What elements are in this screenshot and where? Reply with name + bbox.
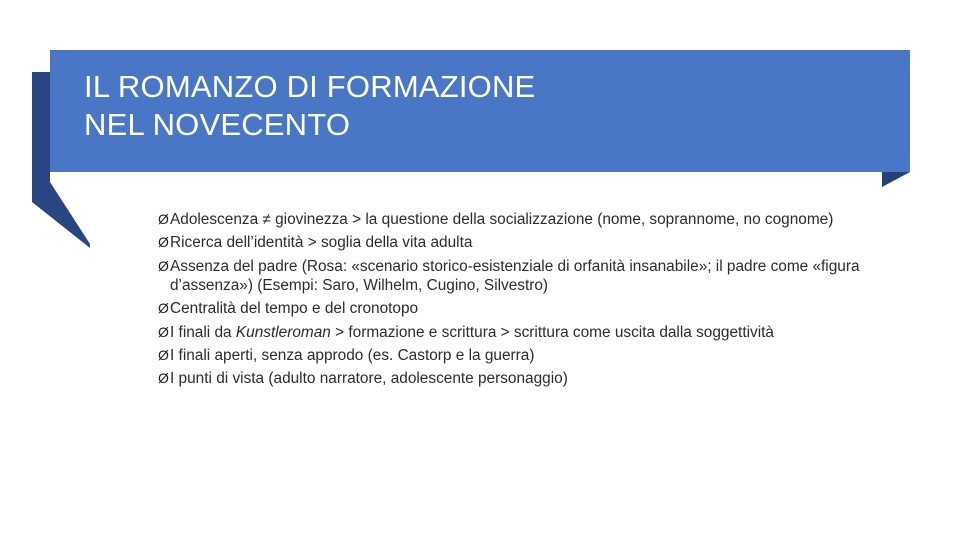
bullet-text-part: I finali da <box>170 323 236 341</box>
bullet-text <box>170 234 472 251</box>
bullet-text <box>170 347 534 364</box>
arrow-bullet-icon: Ø <box>158 300 169 317</box>
bullet-list <box>158 210 878 393</box>
bullet-text <box>170 300 418 317</box>
ribbon-fold-right <box>882 172 910 188</box>
bullet-item <box>158 323 878 342</box>
bullet-item <box>158 210 878 229</box>
bullet-text <box>170 370 568 387</box>
arrow-bullet-icon: Ø <box>158 323 169 340</box>
bullet-text-part: Assenza del padre (Rosa: «scenario storico-esistenziale di orfanità insanabile»; il padre come «figura d’assenza») (Esempi: Saro, Wilhelm, Cugino, Silvestro) <box>170 257 860 294</box>
bullet-item <box>158 257 878 295</box>
bullet-item <box>158 299 878 318</box>
title-line-1: IL ROMANZO DI FORMAZIONE <box>84 69 536 104</box>
bullet-item <box>158 369 878 388</box>
title-line-2: NEL NOVECENTO <box>84 107 351 142</box>
bullet-item <box>158 233 878 252</box>
arrow-bullet-icon: Ø <box>158 370 169 387</box>
bullet-text-part: I punti di vista (adulto narratore, adolescente personaggio) <box>170 370 568 388</box>
arrow-bullet-icon: Ø <box>158 211 169 227</box>
bullet-text-part: Adolescenza ≠ giovinezza > la questione della socializzazione (nome, soprannome, no cognome) <box>170 211 834 228</box>
bullet-item <box>158 346 878 365</box>
bullet-text-part: Centralità del tempo e del cronotopo <box>170 300 419 318</box>
arrow-bullet-icon: Ø <box>158 257 169 274</box>
bullet-text-part: Ricerca dell’identità > soglia della vita adulta <box>170 234 473 252</box>
bullet-text-part: > formazione e scrittura > scrittura come uscita dalla soggettività <box>330 323 774 341</box>
bullet-text <box>170 258 860 294</box>
bullet-text <box>170 324 774 341</box>
bullet-text-italic: Kunstleroman <box>235 323 331 341</box>
bullet-text <box>170 211 833 228</box>
arrow-bullet-icon: Ø <box>158 234 169 251</box>
arrow-bullet-icon: Ø <box>158 346 169 363</box>
bullet-text-part: I finali aperti, senza approdo (es. Castorp e la guerra) <box>170 346 535 364</box>
slide-title <box>84 68 884 144</box>
